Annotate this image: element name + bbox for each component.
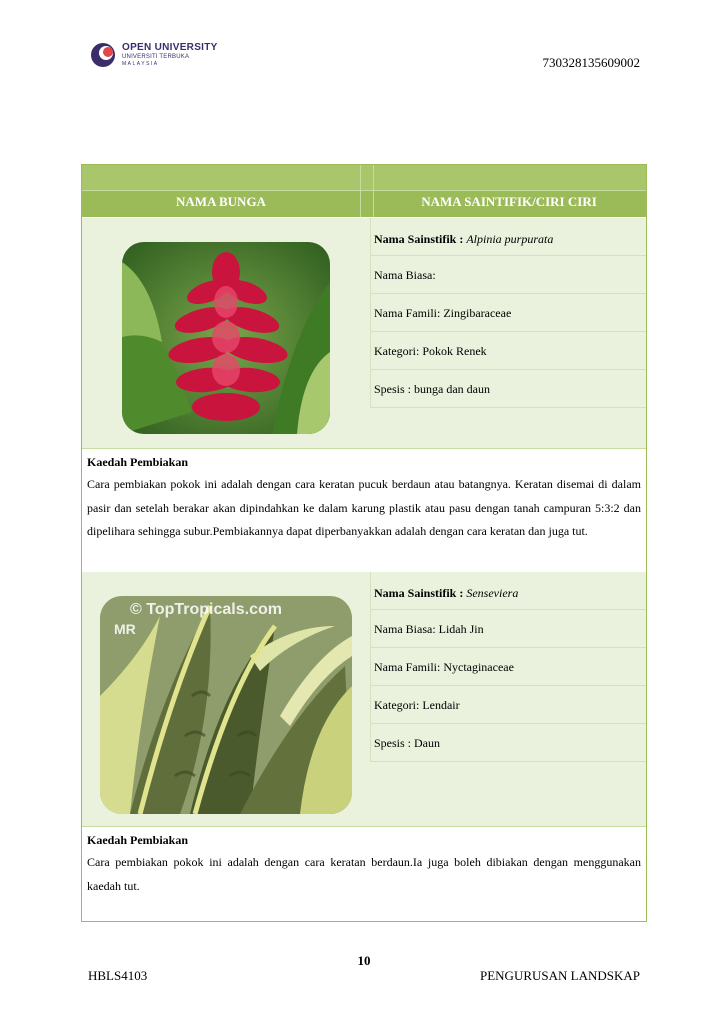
table-row	[82, 217, 646, 448]
course-code: HBLS4103	[88, 968, 148, 983]
column-header-flower-name: NAMA BUNGA	[176, 194, 266, 209]
scientific-name: Nama Sainstifik : Alpinia purpurata	[371, 218, 646, 256]
species: Spesis : Daun	[371, 724, 646, 762]
document-id: 730328135609002	[542, 55, 640, 70]
scientific-info	[370, 572, 646, 762]
photo-watermark-2: MR	[114, 621, 136, 637]
table-header	[82, 165, 646, 217]
scientific-info	[370, 218, 646, 408]
scientific-name: Nama Sainstifik : Senseviera	[371, 572, 646, 610]
logo-text-line3: MALAYSIA	[122, 61, 159, 67]
method-text: Cara pembiakan pokok ini adalah dengan cara keratan pucuk berdaun atau batangnya. Keratan disemai di dalam pasir dan setelah berakar akan dipindahkan ke dalam karung plastik atau pasu dengan tanah campuran 5:3:2 dan dipelihara sehingga subur.Pembiakannya dapat diperbanyakkan adalah dengan cara keratan dan juga tut.	[87, 477, 641, 538]
plant-table	[81, 164, 647, 922]
page-number: 10	[357, 953, 371, 968]
family-name: Nama Famili: Nyctaginaceae	[371, 648, 646, 686]
method-title: Kaedah Pembiakan	[87, 455, 189, 469]
method-text: Cara pembiakan pokok ini adalah dengan cara keratan berdaun.Ia juga boleh dibiakan dengan menggunakan kaedah tut.	[87, 855, 641, 893]
logo-text-line1: OPEN UNIVERSITY	[122, 42, 218, 53]
common-name: Nama Biasa: Lidah Jin	[371, 610, 646, 648]
propagation-method	[82, 448, 646, 571]
photo-watermark: © TopTropicals.com	[130, 601, 282, 618]
open-university-logo-icon	[90, 42, 116, 68]
red-ginger-flower-photo	[122, 242, 330, 434]
method-title: Kaedah Pembiakan	[87, 833, 189, 847]
course-name: PENGURUSAN LANDSKAP	[480, 968, 640, 983]
university-logo	[90, 40, 230, 72]
snake-plant-photo	[100, 596, 352, 814]
logo-text-line2: UNIVERSITI TERBUKA	[122, 54, 190, 60]
common-name: Nama Biasa:	[371, 256, 646, 294]
family-name: Nama Famili: Zingibaraceae	[371, 294, 646, 332]
table-row	[82, 571, 646, 826]
category: Kategori: Lendair	[371, 686, 646, 724]
column-header-scientific-name: NAMA SAINTIFIK/CIRI CIRI	[421, 194, 597, 209]
category: Kategori: Pokok Renek	[371, 332, 646, 370]
species: Spesis : bunga dan daun	[371, 370, 646, 408]
propagation-method	[82, 826, 646, 921]
